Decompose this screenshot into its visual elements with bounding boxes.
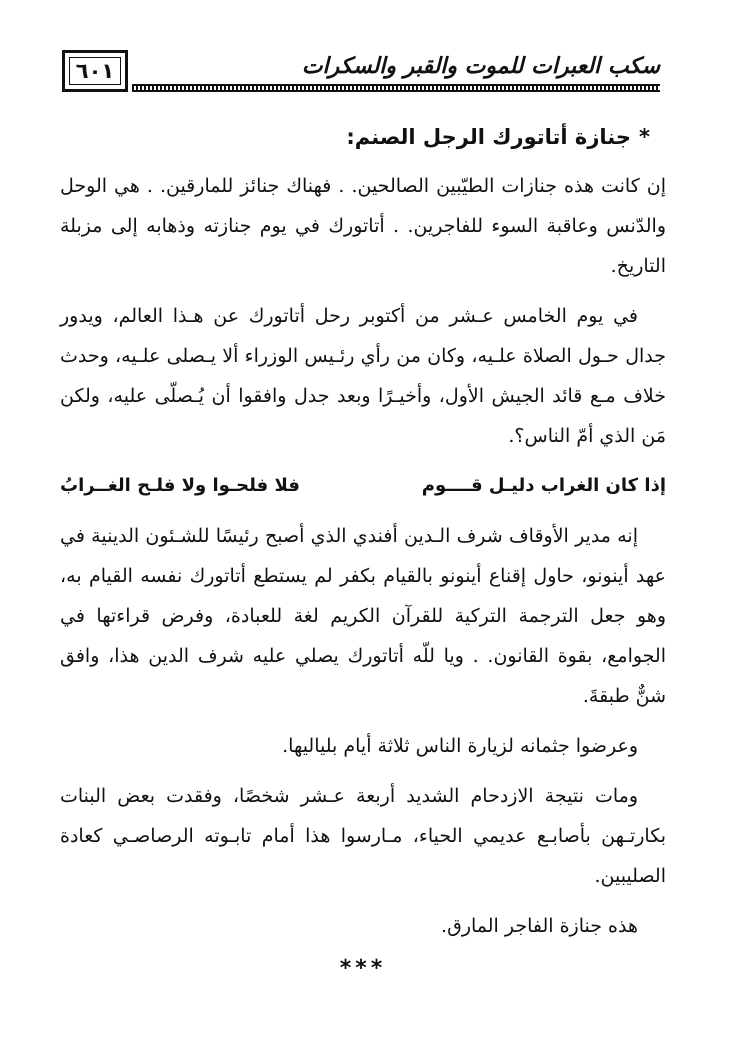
verse-first-hemistich: إذا كان الغراب دليـل قــــوم (421, 475, 666, 496)
page-number-frame (69, 57, 121, 85)
paragraph: ومات نتيجة الازدحام الشديد أربعة عـشر شخصًا، وفقدت بعض البنات بكارتـهن بأصابـع عديمي الحياء، مـارسوا هذا أمام تابـوته الرصاصـي كعادة الصليبين. (60, 785, 666, 887)
paragraph: هذه جنازة الفاجر المارق. (441, 915, 638, 937)
header-rule (132, 84, 660, 92)
page-body (60, 120, 666, 981)
book-title: سكب العبرات للموت والقبر والسكرات (301, 54, 660, 79)
section-heading-text: جنازة أتاتورك الرجل الصنم: (346, 125, 632, 149)
heading-star: * (639, 125, 650, 149)
end-mark: *** (339, 956, 387, 981)
paragraph: إن كانت هذه جنازات الطيّبين الصالحين. . فهناك جنائز للمارقين. . هي الوحل والدّنس وعاقبة السوء للفاجرين. . أتاتورك في يوم جنازته وذهابه إلى مزبلة التاريخ. (60, 175, 666, 277)
paragraph: وعرضوا جثمانه لزيارة الناس ثلاثة أيام بلياليها. (282, 735, 638, 757)
page-number: ٦٠١ (75, 59, 115, 83)
poem-verse (60, 466, 666, 506)
section-heading (60, 120, 650, 154)
page-header (62, 50, 660, 106)
page-number-box (62, 50, 128, 92)
paragraph: في يوم الخامس عـشر من أكتوبر رحل أتاتورك عن هـذا العالم، ويدور جدال حـول الصلاة علـيه، وكان من رأي رئـيس الوزراء ألا يـصلى علـيه، وحدث خلاف مـع قائد الجيش الأول، وأخيـرًا وبعد جدل وافقوا أن يُـصلّى عليه، ولكن مَن الذي أمّ الناس؟. (60, 305, 666, 447)
verse-second-hemistich: فلا فلحـوا ولا فلـح الغــرابُ (60, 475, 300, 496)
paragraph: إنه مدير الأوقاف شرف الـدين أفندي الذي أصبح رئيسًا للشـئون الدينية في عهد أينونو، حاول إقناع أينونو بالقيام بكفر لم يستطع أتاتورك نفسه القيام به، وهو جعل الترجمة التركية للقرآن الكريم لغة للعبادة، وفرض قراءتها في الجوامع، بقوة القانون. . ويا للّه أتاتورك يصلي عليه شرف الدين هذا، وافق شنٌّ طبقةَ. (60, 525, 666, 707)
